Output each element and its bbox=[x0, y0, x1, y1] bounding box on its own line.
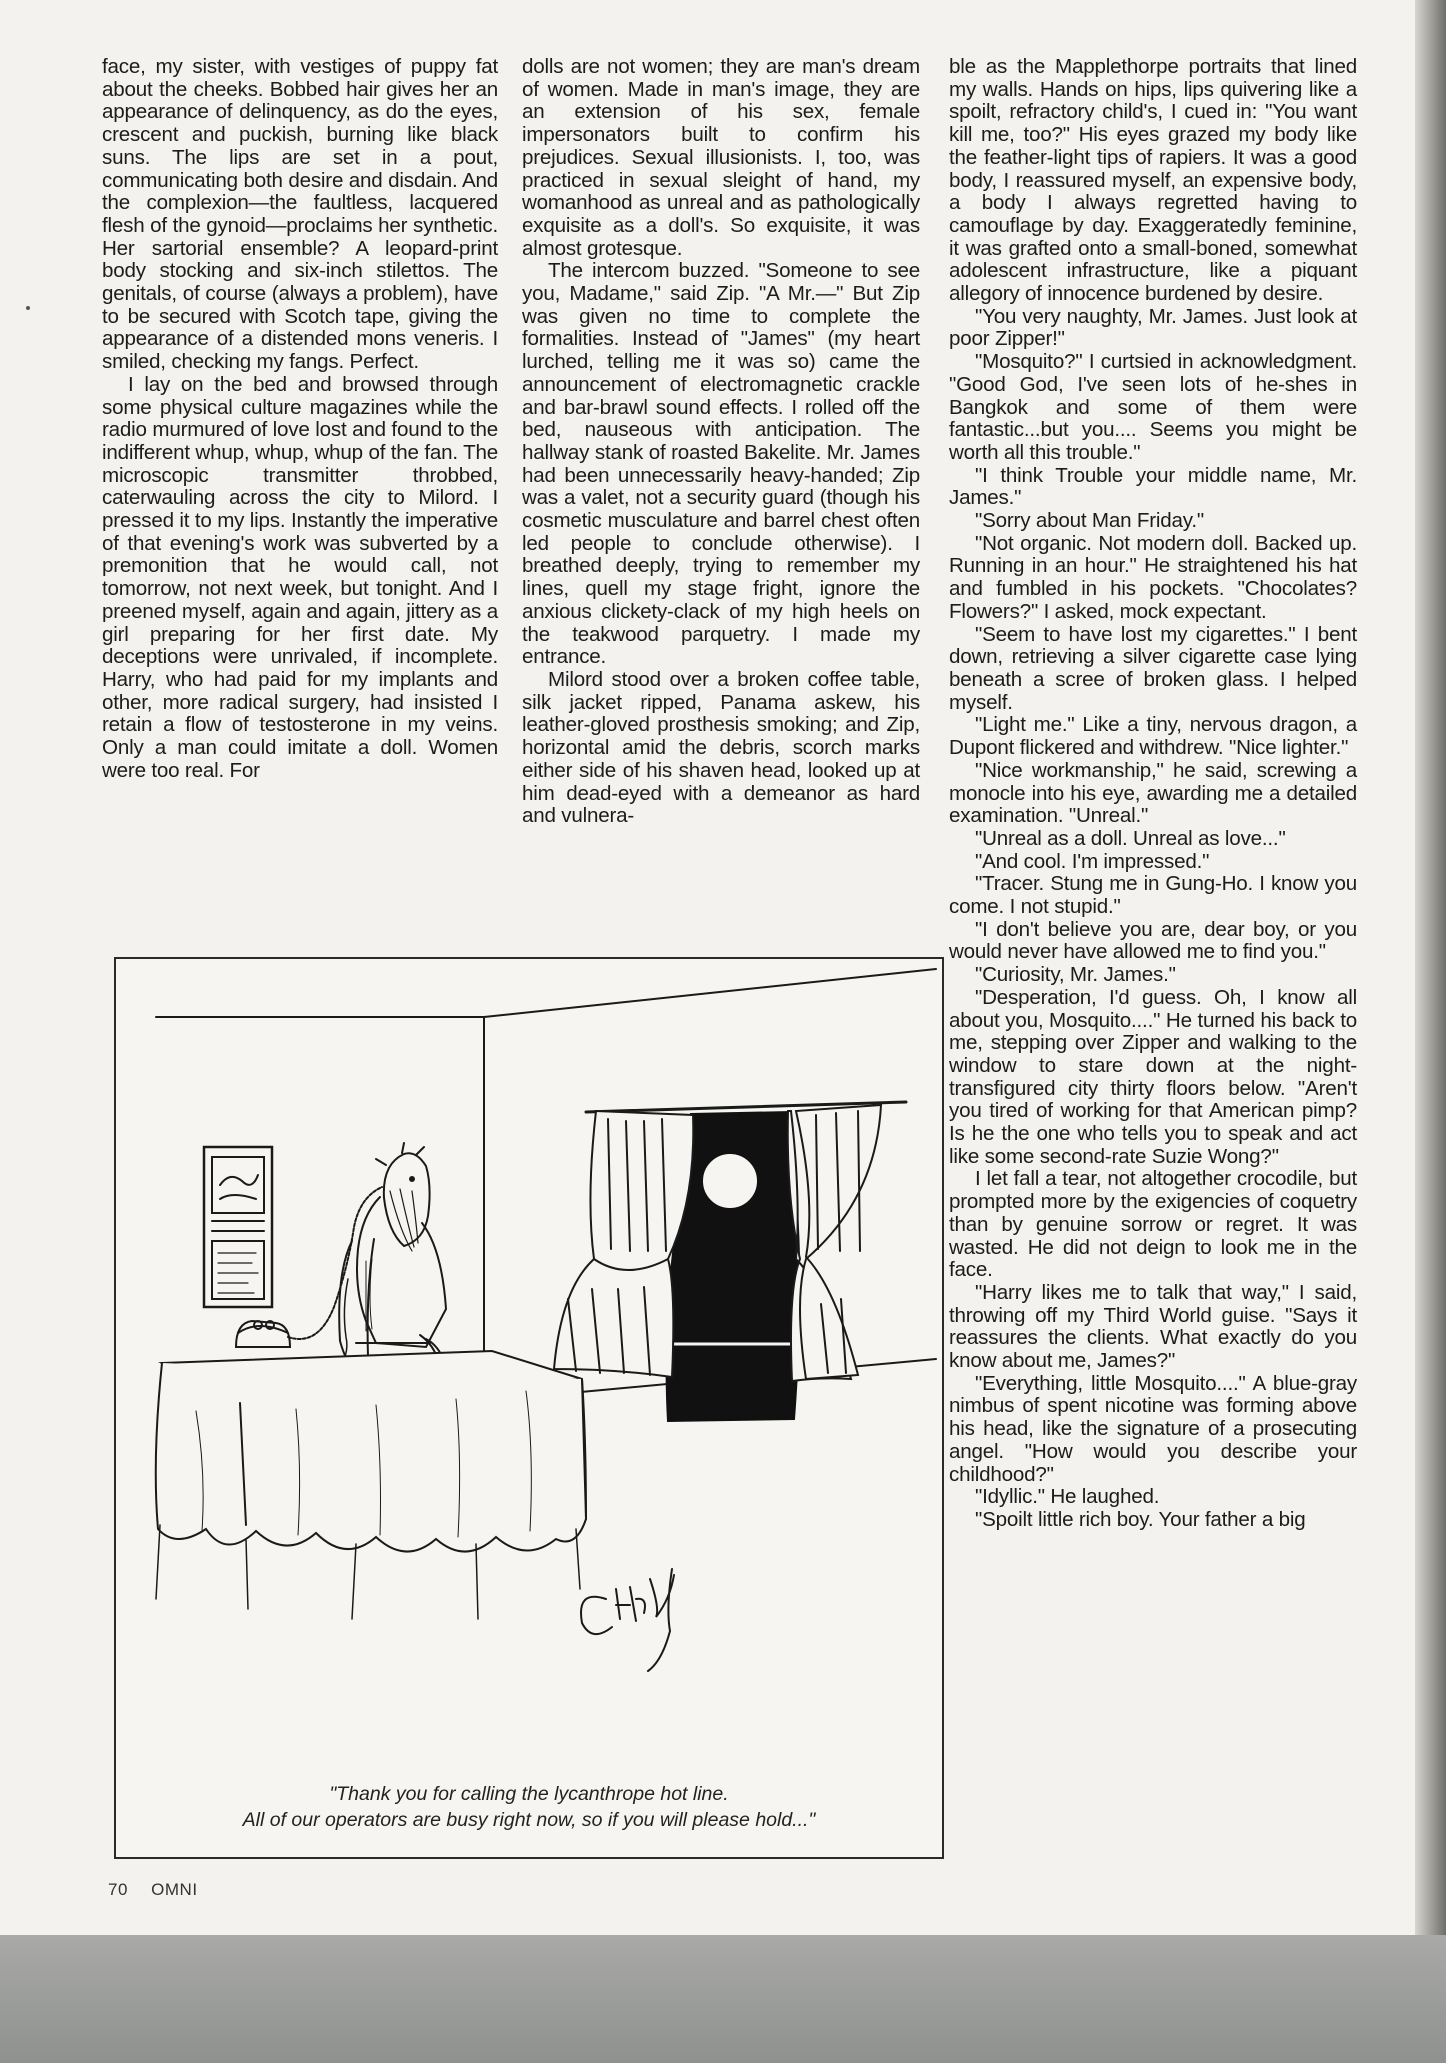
paragraph: "Not organic. Not modern doll. Backed up. Running in an hour." He straightened his hat and fumbled in his pockets. "Chocolates? Flowers?" I asked, mock expectant. bbox=[949, 531, 1357, 623]
ink-speck bbox=[26, 306, 30, 310]
binding-gutter bbox=[1415, 0, 1446, 1935]
paragraph: "Sorry about Man Friday." bbox=[975, 509, 1204, 533]
paragraph: "Seem to have lost my cigarettes." I bent down, retrieving a silver cigarette case lying beneath a scree of broken glass. I helped myself. bbox=[949, 622, 1357, 714]
paragraph: "Mosquito?" I curtsied in acknowledgment. "Good God, I've seen lots of he-shes in Bangkok and some of them were fantastic...but you.... Seems you might be worth all this trouble." bbox=[949, 350, 1357, 464]
paragraph: "Curiosity, Mr. James." bbox=[975, 963, 1176, 987]
paragraph: ble as the Mapplethorpe portraits that lined my walls. Hands on hips, lips quivering like a spoilt, refractory child's, I cued in: "You want kill me, too?" His eyes grazed my body like the feather-light tips of rapiers. It was a good body, I reassured myself, an expensive body, a body I always regretted having to camouflage by day. Exaggeratedly feminine, it was grafted onto a small-boned, somewhat adolescent infrastructure, like a piquant allegory of innocence burdened by desire. bbox=[949, 55, 1357, 306]
paragraph: "And cool. I'm impressed." bbox=[975, 849, 1210, 873]
paragraph: "Idyllic." He laughed. bbox=[975, 1485, 1160, 1509]
paragraph: "You very naughty, Mr. James. Just look at poor Zipper!" bbox=[949, 304, 1357, 351]
paragraph: "Light me." Like a tiny, nervous dragon, a Dupont flickered and withdrew. "Nice lighter." bbox=[949, 713, 1357, 760]
text-column-3 bbox=[949, 56, 1357, 1532]
paragraph: I lay on the bed and browsed through some physical culture magazines while the radio murmured of love lost and found to the indifferent whup, whup, whup of the fan. The microscopic transmitter throbbed, caterwauling across the city to Milord. I pressed it to my lips. Instantly the imperative of that evening's work was subverted by a premonition that he would call, not tomorrow, not next week, but tonight. And I preened myself, again and again, jittery as a girl preparing for her first date. My deceptions were unrivaled, if incomplete. Harry, who had paid for my implants and other, more radical surgery, had insisted I retain a flow of testosterone in my veins. Only a man could imitate a doll. Women were too real. For bbox=[102, 372, 498, 782]
caption-line-1: "Thank you for calling the lycanthrope hot line. bbox=[329, 1783, 729, 1805]
paragraph: The intercom buzzed. "Someone to see you, Madame," said Zip. "A Mr.—" But Zip was given no time to complete the formalities. Instead of "James" (my heart lurched, telling me it was so) came the announcement of electromagnetic crackle and bar-brawl sound effects. I rolled off the bed, nauseous with anticipation. The hallway stank of roasted Bakelite. Mr. James had been unnecessarily heavy-handed; Zip was a valet, not a security guard (though his cosmetic musculature and barrel chest often led people to conclude otherwise). I breathed deeply, trying to remember my lines, quell my stage fright, ignore the anxious clickety-clack of my high heels on the teakwood parquetry. I made my entrance. bbox=[522, 259, 920, 669]
cartoon-caption bbox=[116, 1781, 942, 1833]
paragraph: "Harry likes me to talk that way," I said, throwing off my Third World guise. "Says it reassures the clients. What exactly do you know about me, James?" bbox=[949, 1280, 1357, 1373]
page-number: 70 bbox=[108, 1880, 128, 1899]
cartoon-panel bbox=[114, 957, 944, 1859]
paragraph: "Nice workmanship," he said, screwing a monocle into his eye, awarding me a detailed examination. "Unreal." bbox=[949, 758, 1357, 828]
paragraph: "Unreal as a doll. Unreal as love..." bbox=[975, 826, 1286, 850]
paragraph: I let fall a tear, not altogether crocodile, but prompted more by the exigencies of coquetry than by genuine sorrow or regret. It was wasted. He did not deign to look me in the face. bbox=[949, 1167, 1357, 1282]
caption-line-2: All of our operators are busy right now, so if you will please hold..." bbox=[242, 1809, 816, 1831]
paragraph: "Spoilt little rich boy. Your father a big bbox=[975, 1508, 1306, 1531]
paragraph: "Tracer. Stung me in Gung-Ho. I know you come. I not stupid." bbox=[949, 872, 1357, 919]
paragraph: "Everything, little Mosquito...." A blue-gray nimbus of spent nicotine was forming above his head, like the signature of a prosecuting angel. "How would you describe your childhood?" bbox=[949, 1371, 1357, 1486]
paragraph: Milord stood over a broken coffee table, silk jacket ripped, Panama askew, his leather-gloved prosthesis smoking; and Zip, horizontal amid the debris, scorch marks either side of his shaven head, looked up at him dead-eyed with a demeanor as hard and vulnera- bbox=[522, 667, 920, 828]
paragraph: "I think Trouble your middle name, Mr. James." bbox=[949, 463, 1357, 510]
scan-background bbox=[0, 1935, 1446, 2063]
cartoon-signature: CHENEY bbox=[116, 959, 121, 960]
paragraph: "Desperation, I'd guess. Oh, I know all about you, Mosquito...." He turned his back to me, stepping over Zipper and walking to the window to stare down at the night-transfigured city thirty floors below. "Aren't you tired of working for that American pimp? Is he the one who tells you to speak and act like some second-rate Suzie Wong?" bbox=[949, 985, 1357, 1168]
cartoon-illustration bbox=[116, 959, 942, 1857]
paragraph: face, my sister, with vestiges of puppy fat about the cheeks. Bobbed hair gives her an appearance of delinquency, as do the eyes, crescent and puckish, burning like black suns. The lips are set in a pout, communicating both desire and disdain. And the complexion—the faultless, lacquered flesh of the gynoid—proclaims her synthetic. Her sartorial ensemble? A leopard-print body stocking and six-inch stilettos. The genitals, of course (always a problem), have to be secured with Scotch tape, giving the appearance of a distended mons veneris. I smiled, checking my fangs. Perfect. bbox=[102, 55, 498, 374]
magazine-name: OMNI bbox=[151, 1880, 198, 1899]
paragraph: "I don't believe you are, dear boy, or you would never have allowed me to find you." bbox=[949, 917, 1357, 964]
text-column-1 bbox=[102, 56, 498, 783]
page-footer bbox=[108, 1880, 216, 1900]
text-column-2 bbox=[522, 56, 920, 828]
paragraph: dolls are not women; they are man's dream of women. Made in man's image, they are an extension of his sex, female impersonators built to confirm his prejudices. Sexual illusionists. I, too, was practiced in sexual sleight of hand, my womanhood as unreal and as pathologically exquisite as a doll's. So exquisite, it was almost grotesque. bbox=[522, 55, 920, 260]
